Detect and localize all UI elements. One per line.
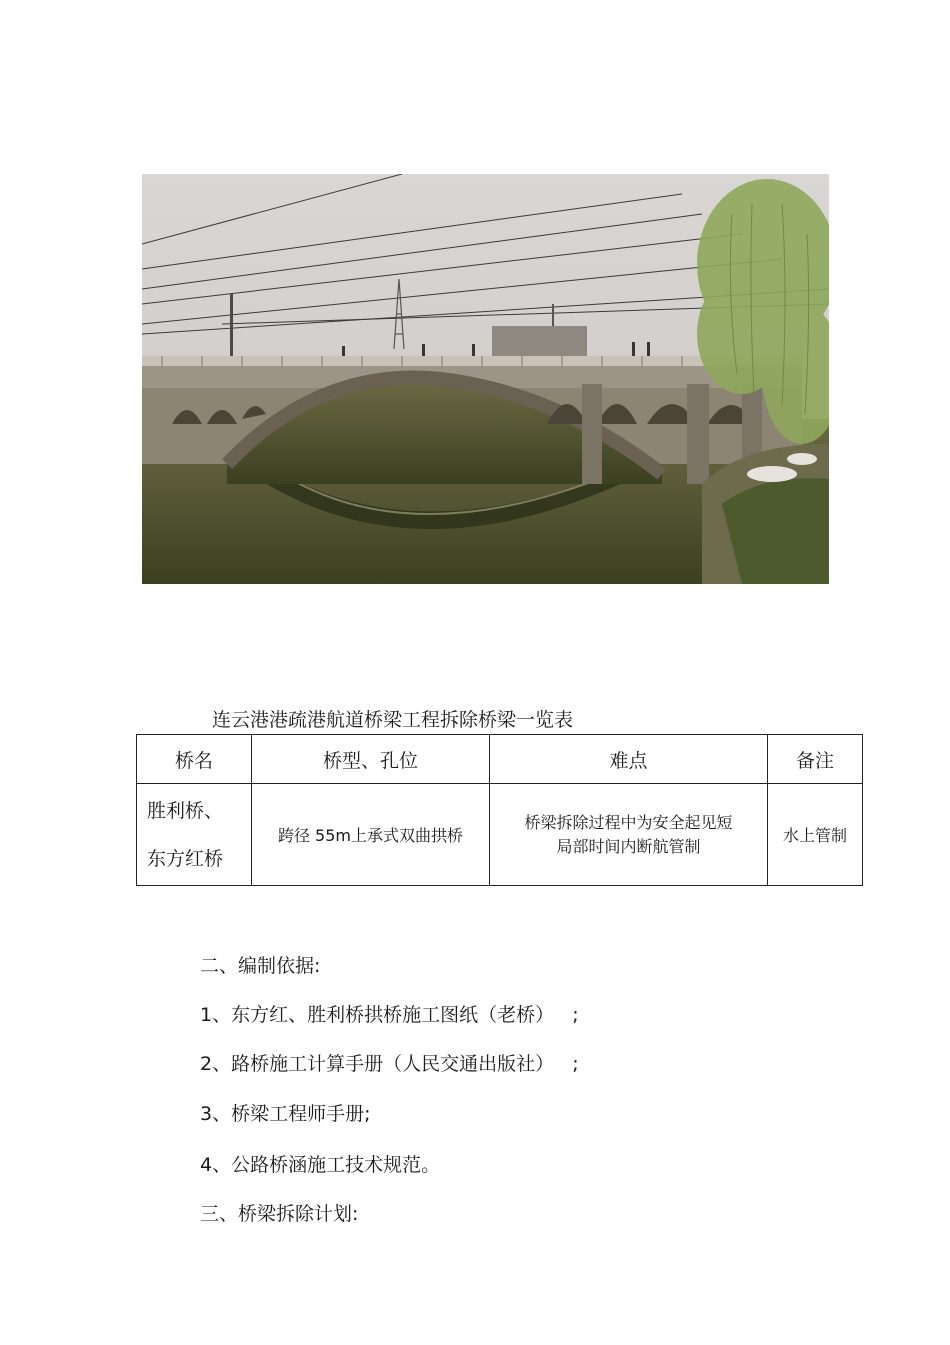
difficulty-cell bbox=[490, 784, 768, 886]
bridge-table bbox=[136, 734, 863, 886]
bridge-photo bbox=[142, 174, 829, 584]
header-remarks: 备注 bbox=[768, 735, 863, 784]
bridge-illustration bbox=[142, 174, 829, 584]
difficulty-line1: 桥梁拆除过程中为安全起见短 bbox=[524, 812, 733, 832]
header-difficulty: 难点 bbox=[490, 735, 768, 784]
basis-item-1: 1、东方红、胜利桥拱桥施工图纸（老桥） ; bbox=[200, 1004, 579, 1026]
table-header-row bbox=[137, 735, 863, 784]
basis-item-2: 2、路桥施工计算手册（人民交通出版社） ; bbox=[200, 1053, 579, 1075]
table-row bbox=[137, 784, 863, 886]
header-bridge-name: 桥名 bbox=[137, 735, 252, 784]
bridge-name-line2: 东方红桥 bbox=[147, 847, 224, 870]
basis-item-3: 3、桥梁工程师手册; bbox=[200, 1103, 371, 1125]
bridge-name-line1: 胜利桥、 bbox=[147, 799, 224, 822]
bridge-type-cell: 跨径 55m上承式双曲拱桥 bbox=[252, 784, 490, 886]
basis-heading: 二、编制依据: bbox=[200, 955, 321, 977]
difficulty-line2: 局部时间内断航管制 bbox=[556, 836, 701, 856]
plan-heading: 三、桥梁拆除计划: bbox=[200, 1203, 359, 1225]
table-title: 连云港港疏港航道桥梁工程拆除桥梁一览表 bbox=[212, 709, 574, 731]
bridge-name-cell bbox=[137, 784, 252, 886]
remarks-cell: 水上管制 bbox=[768, 784, 863, 886]
header-bridge-type: 桥型、孔位 bbox=[252, 735, 490, 784]
basis-item-4: 4、公路桥涵施工技术规范。 bbox=[200, 1154, 441, 1176]
